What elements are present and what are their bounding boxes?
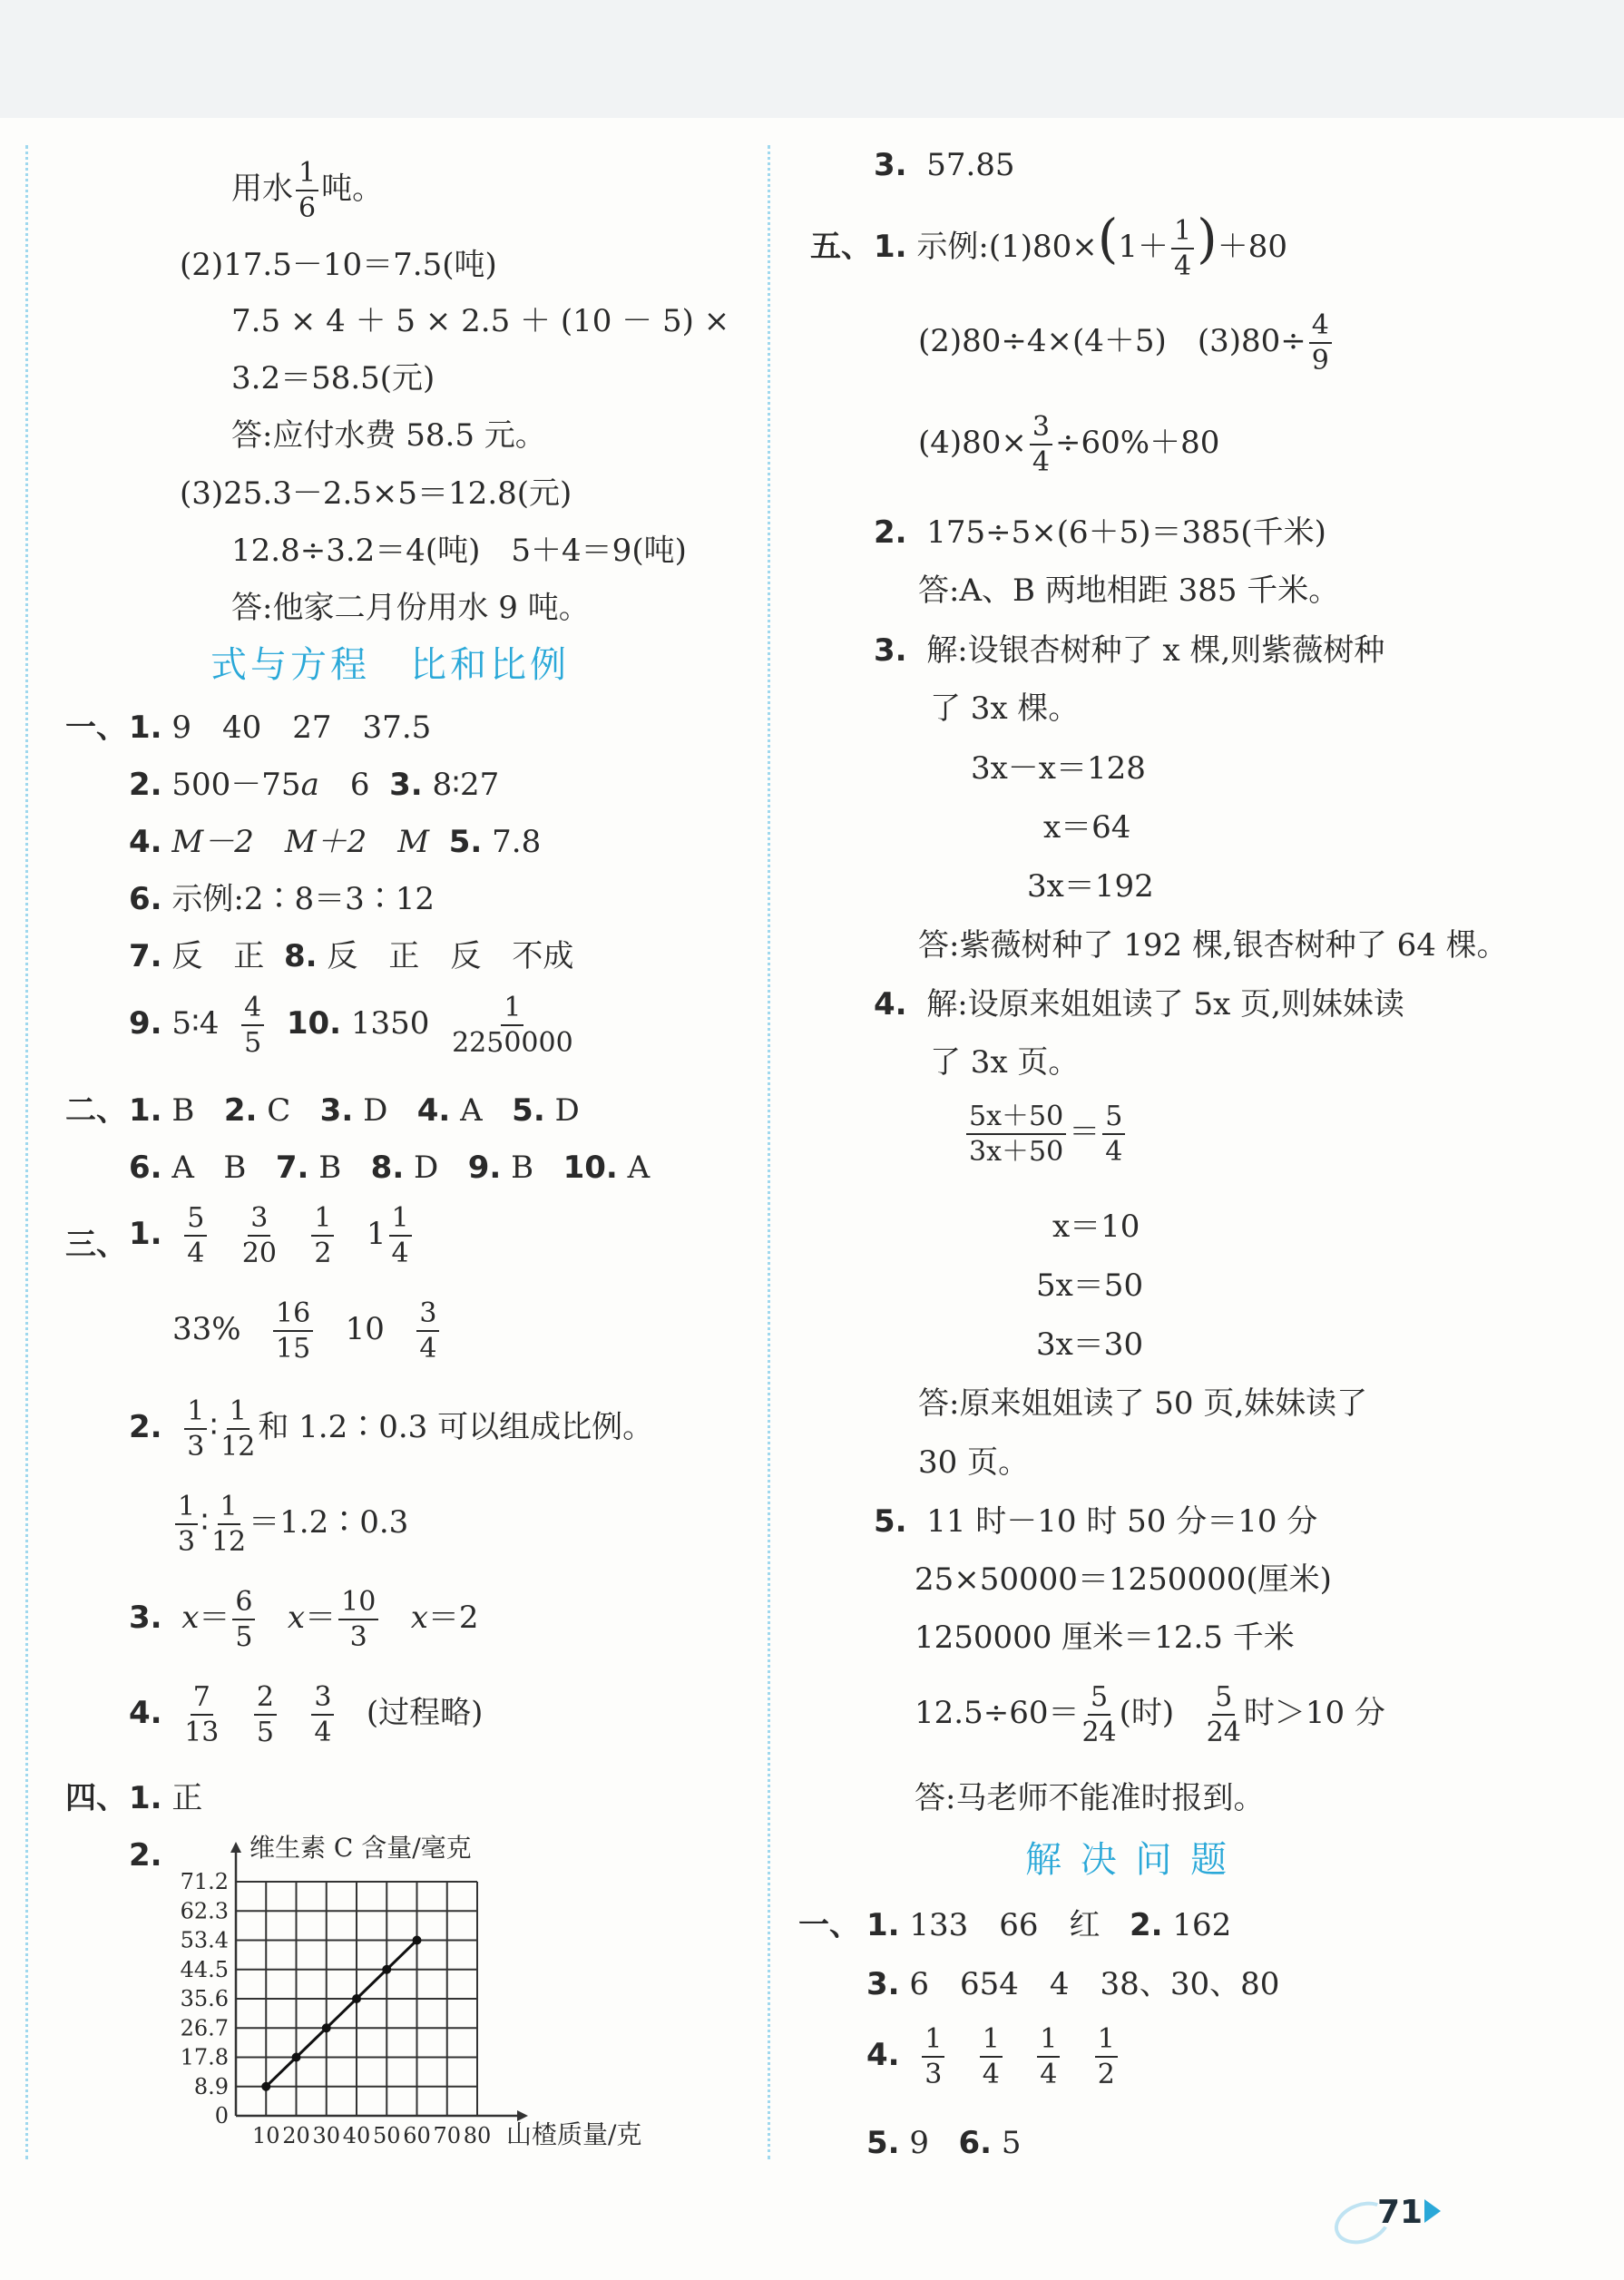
p1-q1: 1. 9 40 27 37.5 [129, 709, 432, 746]
y-tick-label: 8.9 [193, 2073, 229, 2099]
p5-q4-answer-2: 30 页。 [918, 1444, 1030, 1481]
p5-q5d: 12.5÷60＝ $\frac{5}{24}$ (时) $\frac{5}{24}$ 时＞10 分 [915, 1681, 1385, 1748]
s-q1: 1. 133 66 红 2. 162 [866, 1907, 1232, 1943]
x-tick-label: 10 [251, 2123, 280, 2148]
p5-q1c: (4)80× $\frac{3}{4}$ ÷60%＋80 [918, 411, 1220, 478]
fraction: $\frac{5x+50}{3x+50}$ [966, 1102, 1066, 1166]
y-tick-label: 35.6 [180, 1986, 229, 2011]
y-tick-label: 44.5 [180, 1956, 229, 1982]
fraction: $\frac{1}{12}$ [220, 1395, 256, 1463]
y-tick-label: 26.7 [180, 2015, 229, 2041]
fraction: $\frac{1}{4}$ [1171, 217, 1194, 280]
fraction: $\frac{4}{9}$ [1309, 311, 1332, 375]
left-line-3: 7.5 × 4 ＋ 5 × 2.5 ＋ (10 － 5) × [231, 303, 730, 339]
fraction: $\frac{1}{12}$ [210, 1491, 247, 1558]
p5-q4c: $\frac{5x+50}{3x+50}$ ＝ $\frac{5}{4}$ [964, 1102, 1128, 1166]
x-tick-label: 20 [282, 2123, 310, 2148]
fraction: $\frac{5}{4}$ [1102, 1102, 1125, 1166]
p1-q6: 6. 示例:2∶8＝3∶12 [129, 881, 435, 917]
p5-q2-answer: 答:A、B 两地相距 385 千米。 [918, 572, 1340, 609]
top-band [0, 0, 1624, 118]
p4-q1: 1. 正 [129, 1780, 203, 1816]
left-line-8: 答:他家二月份用水 9 吨。 [231, 590, 590, 626]
part-four-label: 四、 [65, 1780, 127, 1816]
p5-q3d: x＝64 [1043, 809, 1131, 846]
section-title-equations: 式与方程 比和比例 [210, 644, 570, 686]
x-tick-label: 60 [403, 2123, 431, 2148]
data-point [261, 2082, 270, 2091]
fraction: $\frac{5}{24}$ [1081, 1681, 1117, 1748]
left-line-5: 答:应付水费 58.5 元。 [231, 417, 546, 454]
p5-q1b: (2)80÷4×(4＋5) (3)80÷ $\frac{4}{9}$ [918, 311, 1335, 375]
y-tick-label: 71.2 [180, 1869, 229, 1894]
p5-q2: 2. 175÷5×(6＋5)＝385(千米) [874, 514, 1326, 551]
y-tick-label: 0 [214, 2103, 229, 2128]
left-line-4: 3.2＝58.5(元) [231, 360, 435, 396]
y-tick-label: 17.8 [180, 2044, 229, 2070]
s-q4: 4. $\frac{1}{3}$ $\frac{1}{4}$ $\frac{1}{4}$ $\frac{1}{2}$ [866, 2025, 1120, 2089]
part-three-label: 三、 [65, 1227, 127, 1263]
r-q3: 3. 57.85 [874, 147, 1015, 183]
p1-q9: 9. 5∶4 $\frac{4}{5}$ 10. 1350 $\frac{1}{2250000}$ [129, 992, 573, 1059]
vitamin-c-line-chart [163, 1824, 671, 2159]
fraction: $\frac{1}{2}$ [1095, 2025, 1118, 2089]
data-point [322, 2023, 331, 2032]
fraction: $\frac{3}{4}$ [311, 1683, 334, 1747]
p5-q3e: 3x＝192 [1027, 868, 1154, 905]
fraction: $\frac{16}{15}$ [273, 1299, 313, 1363]
left-line-1: 用水 $\frac{1}{6}$ 吨。 [231, 157, 384, 224]
series-line [266, 1941, 416, 2087]
fraction: $\frac{1}{2250000}$ [452, 992, 573, 1059]
fraction: $\frac{1}{4}$ [980, 2025, 1003, 2089]
s-part-one-label: 一、 [798, 1907, 860, 1943]
x-tick-label: 70 [433, 2123, 462, 2148]
s-q5: 5. 9 6. 5 [866, 2125, 1022, 2161]
arrow-icon [1424, 2199, 1441, 2223]
p3-q1-row1: 1. $\frac{5}{4}$ $\frac{3}{20}$ $\frac{1}{2}$ 1 $\frac{1}{4}$ [129, 1204, 415, 1267]
part-two-label: 二、 [65, 1092, 127, 1129]
data-point [292, 2053, 301, 2062]
p5-q4d: x＝10 [1052, 1208, 1140, 1245]
fraction: $\frac{6}{5}$ [232, 1588, 255, 1651]
x-axis-label: 山楂质量/克 [506, 2119, 642, 2149]
p4-q2-number: 2. [129, 1837, 162, 1874]
fraction: $\frac{7}{13}$ [184, 1681, 220, 1748]
fraction: $\frac{1}{3}$ [175, 1492, 198, 1556]
fraction: $\frac{3}{4}$ [1030, 413, 1052, 476]
p5-q1: 1. 示例:(1)80×(1＋ $\frac{1}{4}$ )＋80 [874, 208, 1288, 282]
p2-row-2: 6. A B 7. B 8. D 9. B 10. A [129, 1150, 651, 1186]
p3-q2-line2: $\frac{1}{3}$ ∶ $\frac{1}{12}$ ＝1.2∶0.3 [172, 1492, 408, 1556]
p2-row-1: 1. B 2. C 3. D 4. A 5. D [129, 1092, 580, 1129]
p3-q3: 3. x＝ $\frac{6}{5}$ x＝ $\frac{10}{3}$ x＝2 [129, 1586, 479, 1653]
x-tick-label: 30 [312, 2123, 341, 2148]
p5-q4: 4. 解:设原来姐姐读了 5x 页,则妹妹读 [874, 986, 1404, 1023]
p3-q1-row2: 33% $\frac{16}{15}$ 10 $\frac{3}{4}$ [172, 1299, 442, 1363]
left-line-6: (3)25.3－2.5×5＝12.8(元) [180, 475, 572, 512]
data-point [352, 1994, 361, 2003]
p5-q4f: 3x＝30 [1036, 1326, 1144, 1363]
p1-q4: 4. M－2 M＋2 M 5. 7.8 [129, 824, 542, 860]
y-axis-arrow [230, 1842, 241, 1853]
fraction: $\frac{1}{3}$ [184, 1397, 207, 1461]
y-axis-label: 维生素 C 含量/毫克 [249, 1833, 472, 1863]
p5-q5: 5. 11 时－10 时 50 分＝10 分 [874, 1503, 1318, 1540]
part-one-label: 一、 [65, 709, 127, 746]
data-point [413, 1936, 422, 1945]
x-tick-label: 40 [342, 2123, 371, 2148]
p5-q5-answer: 答:马老师不能准时报到。 [915, 1780, 1265, 1816]
fraction: $\frac{1}{3}$ [922, 2025, 944, 2089]
fraction: $\frac{1}{4}$ [389, 1204, 412, 1267]
fraction: $\frac{1}{2}$ [311, 1204, 334, 1267]
p5-q4b: 了 3x 页。 [930, 1044, 1080, 1081]
column-divider [768, 145, 770, 2159]
left-margin-rule [25, 145, 28, 2159]
fraction: $\frac{3}{20}$ [241, 1202, 277, 1269]
p5-q3: 3. 解:设银杏树种了 x 棵,则紫薇树种 [874, 632, 1385, 669]
p5-q5c: 1250000 厘米＝12.5 千米 [915, 1619, 1295, 1656]
page-number: 71 [1377, 2194, 1423, 2231]
s-q3: 3. 6 654 4 38、30、80 [866, 1966, 1280, 2002]
fraction: $\frac{5}{24}$ [1206, 1681, 1241, 1748]
x-tick-label: 50 [372, 2123, 401, 2148]
p5-q3b: 了 3x 棵。 [930, 690, 1080, 727]
p5-q4-answer: 答:原来姐姐读了 50 页,妹妹读了 [918, 1385, 1368, 1422]
p5-q3-answer: 答:紫薇树种了 192 棵,银杏树种了 64 棵。 [918, 927, 1508, 964]
part-five-label: 五、 [810, 229, 872, 265]
data-point [382, 1965, 391, 1974]
fraction: $\frac{5}{4}$ [184, 1204, 207, 1267]
p5-q4e: 5x＝50 [1036, 1267, 1144, 1304]
fraction: $\frac{2}{5}$ [254, 1683, 277, 1747]
x-tick-label: 80 [463, 2123, 492, 2148]
p5-q5b: 25×50000＝1250000(厘米) [915, 1561, 1332, 1598]
p3-q4: 4. $\frac{7}{13}$ $\frac{2}{5}$ $\frac{3}{4}$ (过程略) [129, 1681, 484, 1748]
p1-q7: 7. 反 正 8. 反 正 反 不成 [129, 938, 574, 974]
page-number-badge [1334, 2187, 1443, 2241]
fraction: $\frac{1}{4}$ [1037, 2025, 1060, 2089]
p3-q2-line1: 2. $\frac{1}{3}$ ∶ $\frac{1}{12}$ 和 1.2∶0.3 可以组成比例。 [129, 1395, 654, 1463]
section-title-problem-solving: 解 决 问 题 [1025, 1839, 1231, 1881]
p1-q2: 2. 500－75a 6 3. 8∶27 [129, 767, 500, 803]
fraction: $\frac{10}{3}$ [338, 1588, 378, 1651]
left-line-2: (2)17.5－10＝7.5(吨) [180, 247, 497, 283]
y-tick-label: 62.3 [180, 1898, 229, 1924]
p5-q3c: 3x－x＝128 [971, 750, 1146, 787]
left-line-7: 12.8÷3.2＝4(吨) 5＋4＝9(吨) [231, 533, 687, 569]
y-tick-label: 53.4 [180, 1927, 229, 1953]
fraction: $\frac{3}{4}$ [416, 1299, 439, 1363]
fraction: $\frac{1}{6}$ [296, 159, 318, 222]
fraction: $\frac{4}{5}$ [241, 993, 264, 1057]
